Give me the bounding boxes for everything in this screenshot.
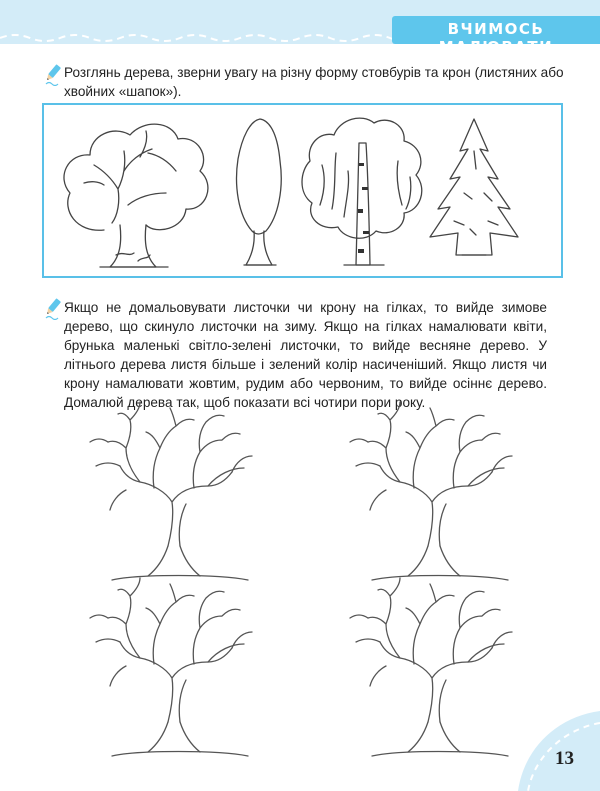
pencil-icon <box>44 298 62 320</box>
bare-tree-top-right[interactable] <box>328 398 534 584</box>
tree-types-frame <box>42 103 563 278</box>
deciduous-tree-drawing <box>64 124 208 267</box>
spruce-tree-drawing <box>430 119 518 255</box>
pencil-icon <box>44 64 62 86</box>
bare-tree-bottom-left[interactable] <box>68 574 274 760</box>
task2-instruction: Якщо не домальовувати листочки чи крону на гілках, то вийде зимове дерево, що скинуло листочки на зиму. Якщо на гілках намалювати квіти, брунька маленькі світло-зелені листочки, то вийде весняне дерево. У літнього дерева листя більше і зелений колір насиченіший. Якщо листя чи крону намалювати жовтим, рудим або червоним, то вийде осіннє дерево. Домалюй дерева так, щоб показати всі чотири пори року. <box>64 300 547 410</box>
bare-tree-bottom-right[interactable] <box>328 574 534 760</box>
birch-tree-drawing <box>302 118 422 265</box>
task1-instruction: Розглянь дерева, зверни увагу на різну форму стовбурів та крон (листяних або хвойних «шапок»). <box>64 65 564 99</box>
section-label: ВЧИМОСЬ МАЛЮВАТИ <box>438 20 554 56</box>
bare-tree-top-left[interactable] <box>68 398 274 584</box>
poplar-tree-drawing <box>237 119 282 265</box>
section-tab <box>392 16 600 56</box>
page-number: 13 <box>555 748 574 769</box>
